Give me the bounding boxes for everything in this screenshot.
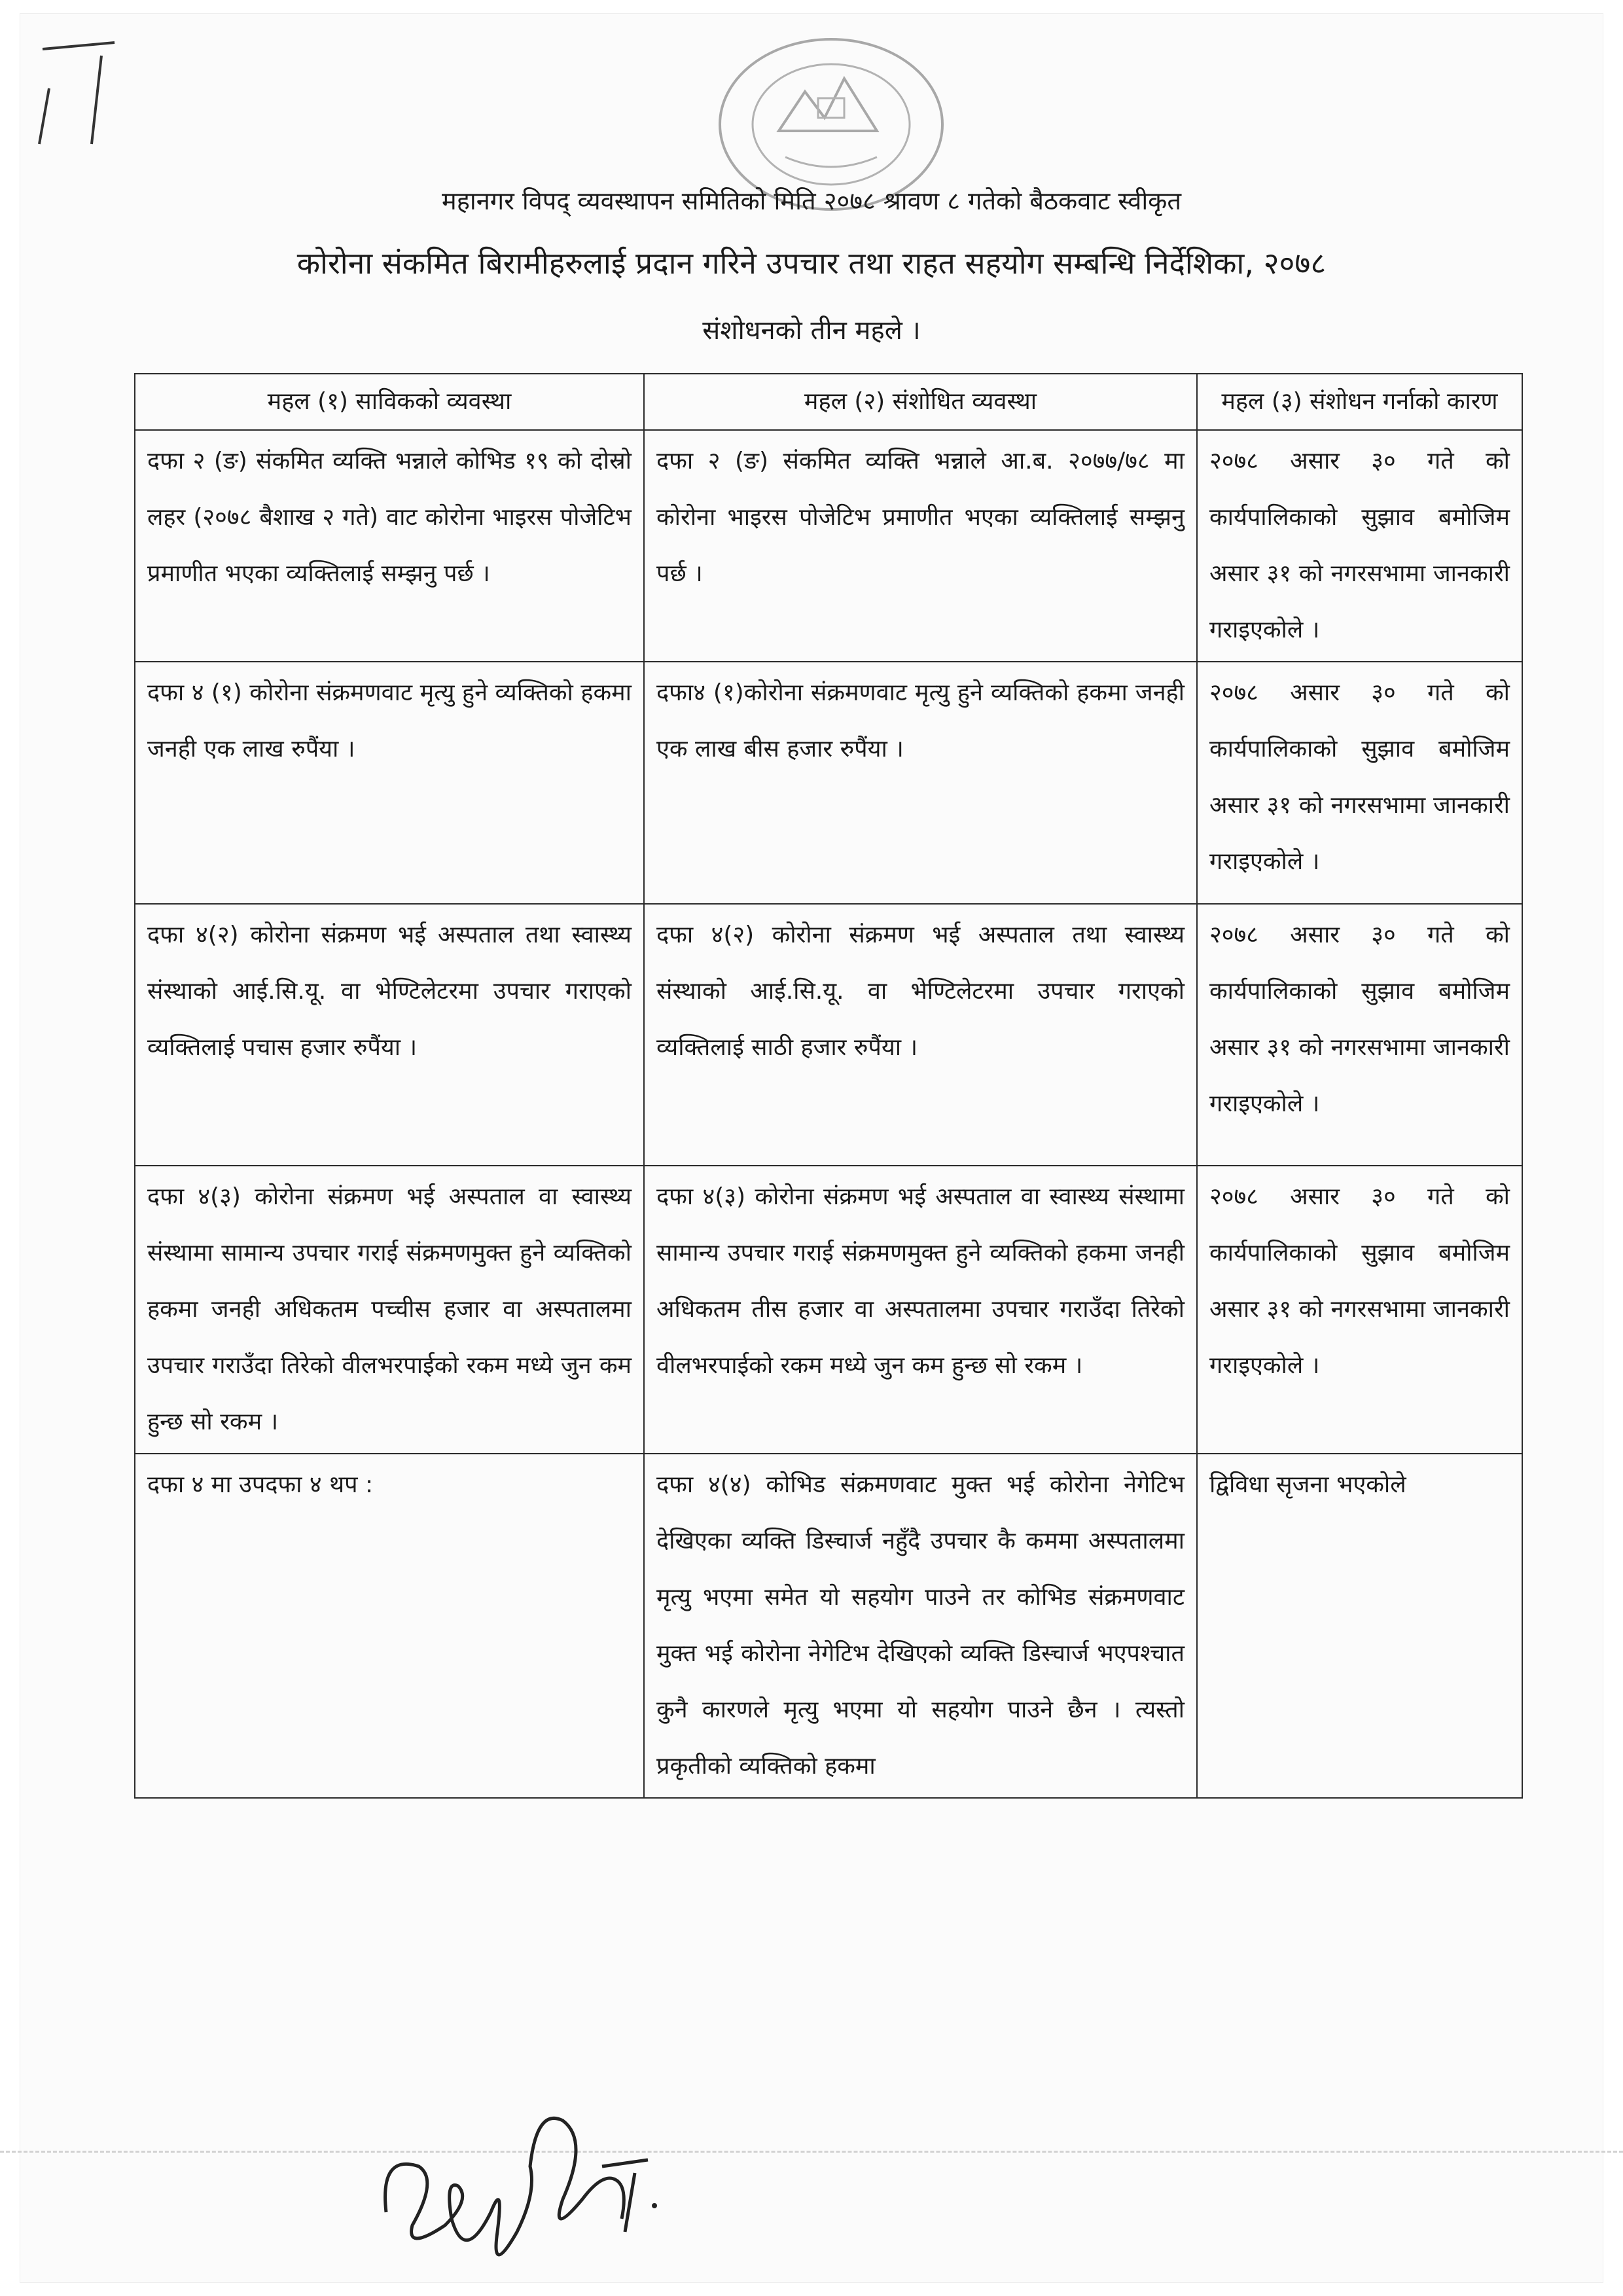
cell-amended: दफा २ (ङ) संकमित व्यक्ति भन्नाले आ.ब. २०७७/७८ मा कोरोना भाइरस पोजेटिभ प्रमाणीत भएका व्यक्तिलाई सम्झनु पर्छ । [644, 430, 1197, 662]
cell-reason: २०७८ असार ३० गते को कार्यपालिकाको सुझाव बमोजिम असार ३१ को नगरसभामा जानकारी गराइएकोले । [1197, 662, 1522, 904]
handwritten-mark [29, 36, 121, 147]
cell-original: दफा ४(३) कोरोना संक्रमण भई अस्पताल वा स्वास्थ्य संस्थामा सामान्य उपचार गराई संक्रमणमुक्त हुने व्यक्तिको हकमा जनही अधिकतम पच्चीस हजार वा अस्पतालमा उपचार गराउँदा तिरेको वीलभरपाईको रकम मध्ये जुन कम हुन्छ सो रकम । [135, 1166, 644, 1454]
cell-amended: दफा ४(२) कोरोना संक्रमण भई अस्पताल तथा स्वास्थ्य संस्थाको आई.सि.यू. वा भेण्टिलेटरमा उपचार गराएको व्यक्तिलाई साठी हजार रुपैंया । [644, 904, 1197, 1166]
cell-amended: दफा ४(३) कोरोना संक्रमण भई अस्पताल वा स्वास्थ्य संस्थामा सामान्य उपचार गराई संक्रमणमुक्त हुने व्यक्तिको हकमा जनही अधिकतम तीस हजार वा अस्पतालमा उपचार गराउँदा तिरेको वीलभरपाईको रकम मध्ये जुन कम हुन्छ सो रकम । [644, 1166, 1197, 1454]
handwritten-signature [366, 2068, 681, 2278]
col-header-reason: महल (३) संशोधन गर्नाको कारण [1197, 374, 1522, 430]
table-row [135, 904, 1522, 1166]
table-header-row [135, 374, 1522, 430]
document-title: कोरोना संकमित बिरामीहरुलाई प्रदान गरिने उपचार तथा राहत सहयोग सम्बन्धि निर्देशिका, २०७८ [296, 245, 1327, 281]
table-row [135, 1454, 1522, 1798]
amendment-table [134, 373, 1523, 1799]
cell-reason: २०७८ असार ३० गते को कार्यपालिकाको सुझाव बमोजिम असार ३१ को नगरसभामा जानकारी गराइएकोले । [1197, 1166, 1522, 1454]
col-header-original: महल (१) साविकको व्यवस्था [135, 374, 644, 430]
cell-reason: २०७८ असार ३० गते को कार्यपालिकाको सुझाव बमोजिम असार ३१ को नगरसभामा जानकारी गराइएकोले । [1197, 904, 1522, 1166]
cell-amended: दफा ४(४) कोभिड संक्रमणवाट मुक्त भई कोरोना नेगेटिभ देखिएका व्यक्ति डिस्चार्ज नहुँदै उपचार कै कममा अस्पतालमा मृत्यु भएमा समेत यो सहयोग पाउने तर कोभिड संक्रमणवाट मुक्त भई कोरोना नेगेटिभ देखिएको व्यक्ति डिस्चार्ज भएपश्चात कुनै कारणले मृत्यु भएमा यो सहयोग पाउने छैन । त्यस्तो प्रकृतीको व्यक्तिको हकमा [644, 1454, 1197, 1798]
table-row [135, 1166, 1522, 1454]
cell-amended: दफा४ (१)कोरोना संक्रमणवाट मृत्यु हुने व्यक्तिको हकमा जनही एक लाख बीस हजार रुपैंया । [644, 662, 1197, 904]
col-header-amended: महल (२) संशोधित व्यवस्था [644, 374, 1197, 430]
cell-reason: द्विविधा सृजना भएकोले [1197, 1454, 1522, 1798]
table-row [135, 430, 1522, 662]
approval-heading: महानगर विपद् व्यवस्थापन समितिको मिति २०७८ श्रावण ८ गतेको बैठकवाट स्वीकृत [441, 187, 1182, 215]
cell-reason: २०७८ असार ३० गते को कार्यपालिकाको सुझाव बमोजिम असार ३१ को नगरसभामा जानकारी गराइएकोले । [1197, 430, 1522, 662]
table-row [135, 662, 1522, 904]
document-subtitle: संशोधनको तीन महले । [702, 315, 921, 346]
cell-original: दफा २ (ङ) संकमित व्यक्ति भन्नाले कोभिड १९ को दोस्रो लहर (२०७८ बैशाख २ गते) वाट कोरोना भाइरस पोजेटिभ प्रमाणीत भएका व्यक्तिलाई सम्झनु पर्छ । [135, 430, 644, 662]
cell-original: दफा ४(२) कोरोना संक्रमण भई अस्पताल तथा स्वास्थ्य संस्थाको आई.सि.यू. वा भेण्टिलेटरमा उपचार गराएको व्यक्तिलाई पचास हजार रुपैंया । [135, 904, 644, 1166]
cell-original: दफा ४ मा उपदफा ४ थप : [135, 1454, 644, 1798]
cell-original: दफा ४ (१) कोरोना संक्रमणवाट मृत्यु हुने व्यक्तिको हकमा जनही एक लाख रुपैंया । [135, 662, 644, 904]
page-divider [0, 2151, 1623, 2153]
